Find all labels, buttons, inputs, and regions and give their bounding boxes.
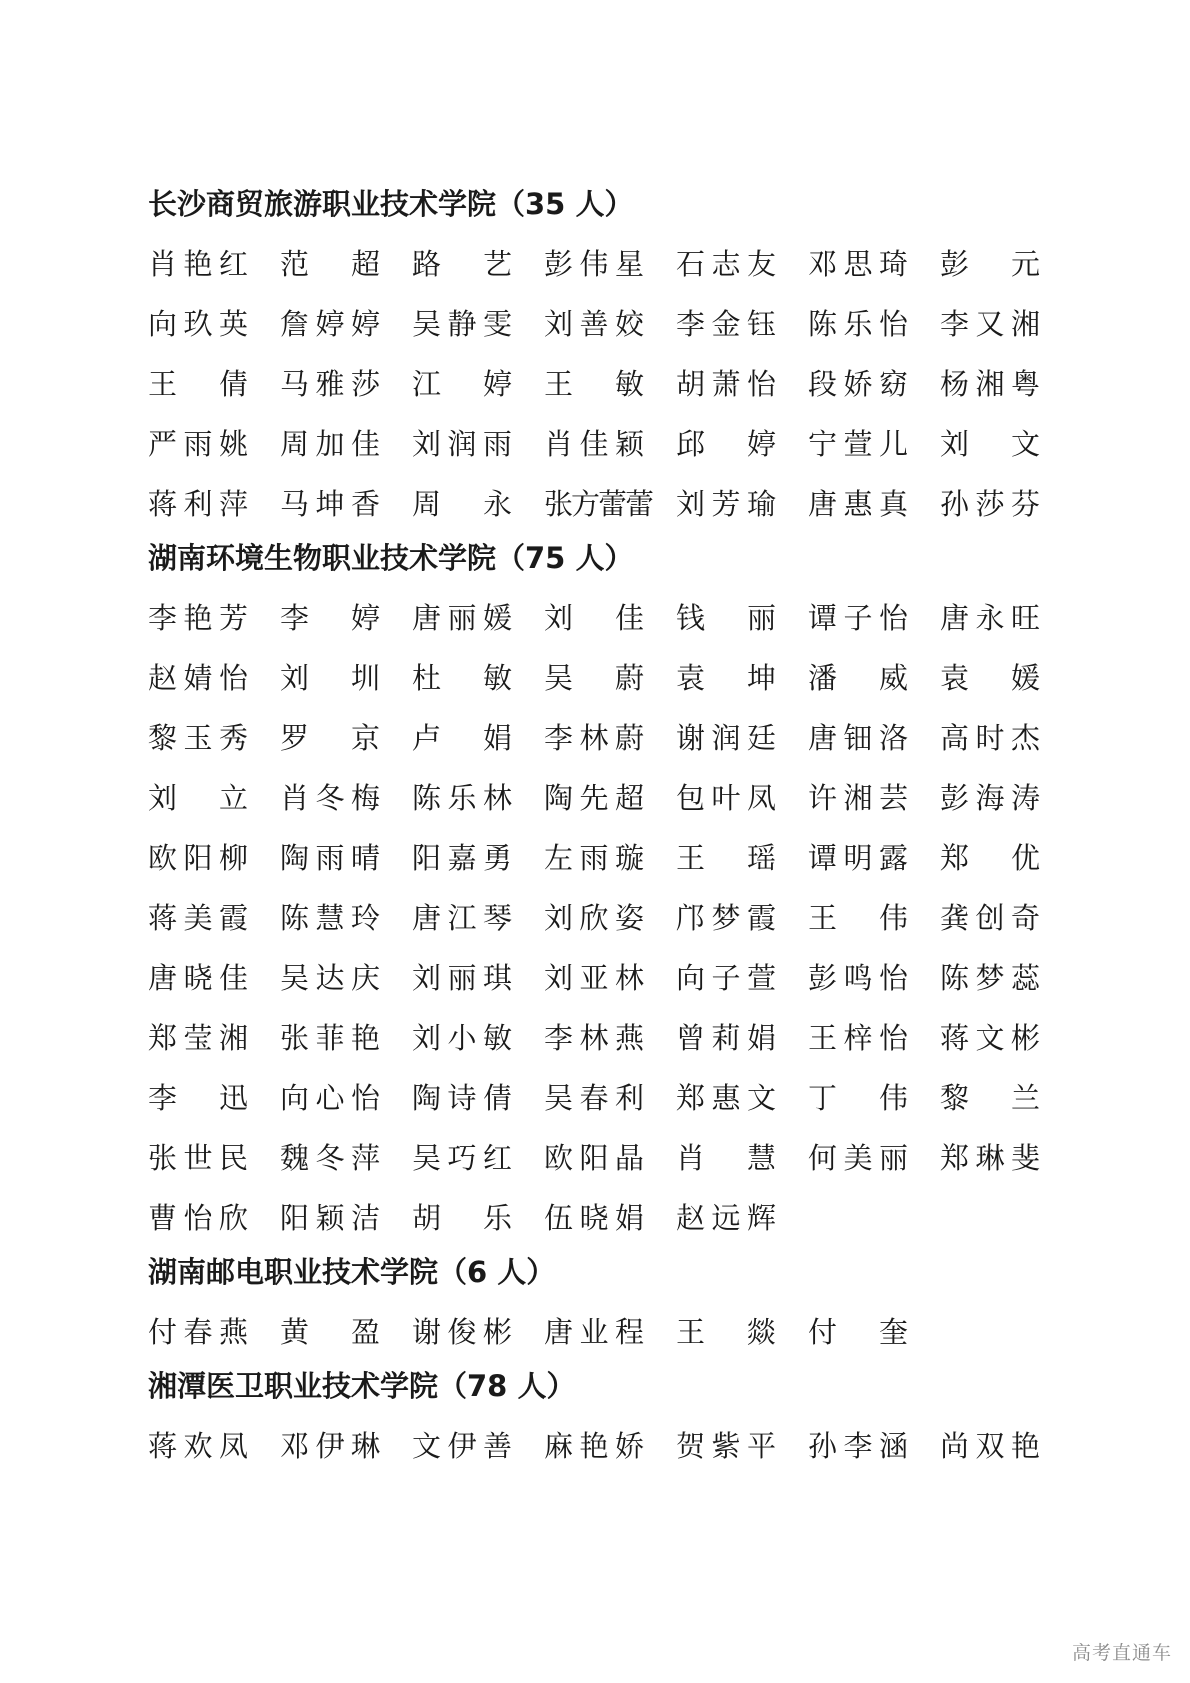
student-name	[412, 768, 544, 828]
student-name-text: 杨 湘 粤	[940, 367, 1040, 401]
student-name	[544, 828, 676, 888]
student-name	[280, 1068, 412, 1128]
student-name	[676, 1302, 808, 1362]
student-name-text: 刘 文	[940, 427, 1040, 461]
student-name	[148, 1008, 280, 1068]
student-name-text: 孙 莎 芬	[940, 487, 1040, 521]
student-name	[940, 234, 1072, 294]
student-name-text: 陈 梦 蕊	[940, 961, 1040, 995]
college-section	[148, 1366, 1048, 1476]
student-name	[808, 888, 940, 948]
student-name	[940, 474, 1072, 534]
student-name	[544, 1128, 676, 1188]
college-title: 长沙商贸旅游职业技术学院（35 人）	[148, 187, 634, 221]
student-name	[280, 1188, 412, 1248]
student-name-text: 王 伟	[808, 901, 908, 935]
student-name	[940, 1416, 1072, 1476]
student-name	[676, 474, 808, 534]
student-name	[940, 648, 1072, 708]
student-name	[544, 948, 676, 1008]
student-name	[808, 1128, 940, 1188]
name-row	[148, 708, 1048, 768]
student-name-text: 石 志 友	[676, 247, 776, 281]
student-name	[148, 354, 280, 414]
student-name-text: 路 艺	[412, 247, 512, 281]
student-name-text: 付 奎	[808, 1315, 908, 1349]
student-name-text: 付 春 燕	[148, 1315, 248, 1349]
student-name	[280, 588, 412, 648]
student-name	[676, 1068, 808, 1128]
student-name-text: 段 娇 窈	[808, 367, 908, 401]
student-name	[808, 474, 940, 534]
student-name-text: 刘 欣 姿	[544, 901, 644, 935]
student-name	[544, 588, 676, 648]
student-name	[940, 768, 1072, 828]
student-name-text: 吴 春 利	[544, 1081, 644, 1115]
student-name	[148, 414, 280, 474]
document-body	[148, 180, 1048, 1476]
student-name-text: 文 伊 善	[412, 1429, 512, 1463]
name-row	[148, 588, 1048, 648]
student-name-text: 彭 伟 星	[544, 247, 644, 281]
student-name-text: 袁 媛	[940, 661, 1040, 695]
student-name	[544, 354, 676, 414]
student-name	[808, 414, 940, 474]
student-name-text: 刘 润 雨	[412, 427, 512, 461]
student-name-text: 邓 伊 琳	[280, 1429, 380, 1463]
student-name	[280, 708, 412, 768]
student-name-text: 唐 惠 真	[808, 487, 908, 521]
student-name	[280, 234, 412, 294]
student-name	[808, 234, 940, 294]
student-name	[676, 1416, 808, 1476]
student-name-text: 邓 思 琦	[808, 247, 908, 281]
student-name-text: 黎 玉 秀	[148, 721, 248, 755]
student-name	[412, 1416, 544, 1476]
student-name-text: 宁 萱 儿	[808, 427, 908, 461]
student-name	[808, 768, 940, 828]
student-name	[148, 948, 280, 1008]
student-name-text: 许 湘 芸	[808, 781, 908, 815]
student-name	[676, 588, 808, 648]
student-name	[280, 474, 412, 534]
student-name	[412, 588, 544, 648]
student-name-text: 刘 芳 瑜	[676, 487, 776, 521]
student-name	[148, 1416, 280, 1476]
student-name	[544, 294, 676, 354]
college-section	[148, 1252, 1048, 1362]
student-name	[808, 294, 940, 354]
name-row	[148, 888, 1048, 948]
student-name-text: 何 美 丽	[808, 1141, 908, 1175]
student-name-text: 曾 莉 娟	[676, 1021, 776, 1055]
student-name-text: 彭 元	[940, 247, 1040, 281]
student-name	[940, 414, 1072, 474]
student-name-text: 赵 婧 怡	[148, 661, 248, 695]
student-name	[280, 354, 412, 414]
student-name-text: 麻 艳 娇	[544, 1429, 644, 1463]
student-name	[808, 1302, 940, 1362]
student-name	[148, 768, 280, 828]
student-name-text: 贺 紫 平	[676, 1429, 776, 1463]
student-name	[544, 1008, 676, 1068]
student-name	[148, 648, 280, 708]
student-name	[280, 1008, 412, 1068]
student-name	[280, 888, 412, 948]
student-name-text: 彭 海 涛	[940, 781, 1040, 815]
student-name-text: 阳 嘉 勇	[412, 841, 512, 875]
student-name-text: 唐 钿 洛	[808, 721, 908, 755]
name-row	[148, 828, 1048, 888]
student-name	[676, 828, 808, 888]
student-name-text: 蒋 文 彬	[940, 1021, 1040, 1055]
student-name-text: 李 又 湘	[940, 307, 1040, 341]
student-name	[544, 708, 676, 768]
student-name	[676, 888, 808, 948]
student-name-text: 曹 怡 欣	[148, 1201, 248, 1235]
student-name	[148, 234, 280, 294]
student-name-text: 陶 先 超	[544, 781, 644, 815]
student-name-text: 左 雨 璇	[544, 841, 644, 875]
student-name	[412, 414, 544, 474]
student-name	[280, 1416, 412, 1476]
student-name	[280, 768, 412, 828]
student-name-text: 李 迅	[148, 1081, 248, 1115]
student-name	[148, 1188, 280, 1248]
student-name-text: 邝 梦 霞	[676, 901, 776, 935]
student-name-text: 彭 鸣 怡	[808, 961, 908, 995]
student-name-text: 王 瑶	[676, 841, 776, 875]
student-name-text: 伍 晓 娟	[544, 1201, 644, 1235]
student-name	[148, 1068, 280, 1128]
student-name-text: 袁 坤	[676, 661, 776, 695]
student-name-text: 龚 创 奇	[940, 901, 1040, 935]
student-name-text: 刘 佳	[544, 601, 644, 635]
student-name-text: 张 菲 艳	[280, 1021, 380, 1055]
name-row	[148, 1068, 1048, 1128]
student-name-text: 吴 巧 红	[412, 1141, 512, 1175]
student-name-text: 肖 艳 红	[148, 247, 248, 281]
student-name-text: 吴 蔚	[544, 661, 644, 695]
student-name	[940, 888, 1072, 948]
student-name	[940, 948, 1072, 1008]
student-name	[808, 588, 940, 648]
student-name-text: 向 子 萱	[676, 961, 776, 995]
student-name-text: 马 坤 香	[280, 487, 380, 521]
student-name	[280, 294, 412, 354]
name-row	[148, 1188, 1048, 1248]
student-name-text: 陈 乐 怡	[808, 307, 908, 341]
student-name	[412, 1302, 544, 1362]
student-name	[412, 354, 544, 414]
student-name	[412, 474, 544, 534]
student-name	[940, 354, 1072, 414]
student-name	[676, 294, 808, 354]
student-name-text: 邱 婷	[676, 427, 776, 461]
student-name	[808, 708, 940, 768]
name-row	[148, 768, 1048, 828]
student-name-text: 黎 兰	[940, 1081, 1040, 1115]
student-name	[544, 414, 676, 474]
student-name-text: 向 玖 英	[148, 307, 248, 341]
student-name-text: 谭 子 怡	[808, 601, 908, 635]
student-name-text: 严 雨 姚	[148, 427, 248, 461]
student-name	[412, 1128, 544, 1188]
student-name	[544, 1068, 676, 1128]
student-name	[148, 708, 280, 768]
student-name-text: 唐 永 旺	[940, 601, 1040, 635]
student-name-text: 阳 颖 洁	[280, 1201, 380, 1235]
college-section	[148, 538, 1048, 1248]
student-name	[940, 588, 1072, 648]
name-row	[148, 414, 1048, 474]
college-section	[148, 184, 1048, 534]
student-name-text: 刘 圳	[280, 661, 380, 695]
student-name-text: 陶 诗 倩	[412, 1081, 512, 1115]
student-name-text: 李 林 燕	[544, 1021, 644, 1055]
name-row	[148, 1416, 1048, 1476]
student-name	[280, 1302, 412, 1362]
student-name	[544, 768, 676, 828]
student-name	[148, 474, 280, 534]
student-name	[676, 948, 808, 1008]
student-name-text: 李 金 钰	[676, 307, 776, 341]
student-name	[148, 294, 280, 354]
student-name	[148, 828, 280, 888]
student-name-text: 黄 盈	[280, 1315, 380, 1349]
student-name-text: 杜 敏	[412, 661, 512, 695]
student-name	[412, 648, 544, 708]
student-name-text: 李 婷	[280, 601, 380, 635]
student-name-text: 陈 慧 玲	[280, 901, 380, 935]
name-row	[148, 354, 1048, 414]
student-name	[280, 948, 412, 1008]
student-name-text: 高 时 杰	[940, 721, 1040, 755]
student-name-text: 范 超	[280, 247, 380, 281]
student-name	[544, 1302, 676, 1362]
name-row	[148, 948, 1048, 1008]
student-name-text: 张 世 民	[148, 1141, 248, 1175]
student-name-text: 陶 雨 晴	[280, 841, 380, 875]
student-name	[808, 1008, 940, 1068]
student-name	[544, 1188, 676, 1248]
watermark: 高考直通车	[1071, 1642, 1172, 1664]
student-name-text: 钱 丽	[676, 601, 776, 635]
student-name	[940, 1008, 1072, 1068]
student-name-text: 刘 立	[148, 781, 248, 815]
student-name	[412, 1188, 544, 1248]
college-title: 湖南环境生物职业技术学院（75 人）	[148, 541, 634, 575]
student-name	[148, 1128, 280, 1188]
name-row	[148, 1128, 1048, 1188]
student-name	[808, 948, 940, 1008]
student-name-text: 王 燚	[676, 1315, 776, 1349]
student-name	[280, 648, 412, 708]
student-name-text: 谢 润 廷	[676, 721, 776, 755]
student-name-text: 蒋 利 萍	[148, 487, 248, 521]
name-row	[148, 648, 1048, 708]
student-name-text: 肖 慧	[676, 1141, 776, 1175]
student-name-text: 郑 优	[940, 841, 1040, 875]
student-name	[808, 648, 940, 708]
student-name-text: 尚 双 艳	[940, 1429, 1040, 1463]
student-name	[940, 828, 1072, 888]
student-name	[808, 828, 940, 888]
student-name	[544, 474, 676, 534]
student-name	[808, 1068, 940, 1128]
student-name-text: 魏 冬 萍	[280, 1141, 380, 1175]
student-name-text: 肖 佳 颖	[544, 427, 644, 461]
student-name	[676, 1128, 808, 1188]
student-name-text: 吴 达 庆	[280, 961, 380, 995]
student-name-text: 唐 丽 媛	[412, 601, 512, 635]
name-row	[148, 294, 1048, 354]
student-name	[676, 1008, 808, 1068]
student-name	[676, 354, 808, 414]
student-name	[676, 708, 808, 768]
student-name-text: 向 心 怡	[280, 1081, 380, 1115]
student-name-text: 欧 阳 晶	[544, 1141, 644, 1175]
student-name-text: 刘 亚 林	[544, 961, 644, 995]
student-name-text: 胡 乐	[412, 1201, 512, 1235]
college-title: 湖南邮电职业技术学院（6 人）	[148, 1255, 556, 1289]
student-name-text: 马 雅 莎	[280, 367, 380, 401]
student-name-text: 谭 明 露	[808, 841, 908, 875]
student-name-text: 孙 李 涵	[808, 1429, 908, 1463]
student-name	[412, 888, 544, 948]
student-name	[544, 1416, 676, 1476]
student-name	[412, 708, 544, 768]
student-name-text: 欧 阳 柳	[148, 841, 248, 875]
student-name	[412, 1068, 544, 1128]
student-name	[148, 588, 280, 648]
student-name-text: 郑 琳 斐	[940, 1141, 1040, 1175]
student-name	[940, 708, 1072, 768]
student-name	[808, 1416, 940, 1476]
student-name-text: 唐 业 程	[544, 1315, 644, 1349]
student-name-text: 张 方 蕾 蕾	[544, 487, 653, 521]
student-name	[148, 1302, 280, 1362]
student-name	[940, 1128, 1072, 1188]
student-name	[676, 234, 808, 294]
student-name	[544, 888, 676, 948]
student-name-text: 丁 伟	[808, 1081, 908, 1115]
student-name	[280, 414, 412, 474]
student-name	[808, 354, 940, 414]
student-name-text: 蒋 欢 凤	[148, 1429, 248, 1463]
student-name-text: 卢 娟	[412, 721, 512, 755]
name-row	[148, 1008, 1048, 1068]
student-name-text: 周 永	[412, 487, 512, 521]
student-name	[412, 294, 544, 354]
student-name-text: 刘 善 姣	[544, 307, 644, 341]
student-name-text: 郑 莹 湘	[148, 1021, 248, 1055]
student-name	[544, 234, 676, 294]
student-name	[544, 648, 676, 708]
name-row	[148, 474, 1048, 534]
student-name-text: 谢 俊 彬	[412, 1315, 512, 1349]
student-name	[676, 768, 808, 828]
student-name-text: 江 婷	[412, 367, 512, 401]
student-name-text: 王 倩	[148, 367, 248, 401]
student-name	[676, 648, 808, 708]
student-name-text: 肖 冬 梅	[280, 781, 380, 815]
name-row	[148, 1302, 1048, 1362]
student-name-text: 郑 惠 文	[676, 1081, 776, 1115]
student-name-text: 詹 婷 婷	[280, 307, 380, 341]
student-name-text: 周 加 佳	[280, 427, 380, 461]
student-name-text: 蒋 美 霞	[148, 901, 248, 935]
student-name	[412, 234, 544, 294]
student-name	[412, 1008, 544, 1068]
student-name	[940, 1068, 1072, 1128]
student-name-text: 王 梓 怡	[808, 1021, 908, 1055]
student-name-text: 李 林 蔚	[544, 721, 644, 755]
student-name	[940, 294, 1072, 354]
student-name	[280, 828, 412, 888]
student-name-text: 陈 乐 林	[412, 781, 512, 815]
student-name-text: 刘 丽 琪	[412, 961, 512, 995]
student-name-text: 唐 晓 佳	[148, 961, 248, 995]
student-name-text: 潘 威	[808, 661, 908, 695]
student-name-text: 吴 静 雯	[412, 307, 512, 341]
student-name	[412, 948, 544, 1008]
student-name-text: 王 敏	[544, 367, 644, 401]
student-name	[280, 1128, 412, 1188]
student-name	[676, 1188, 808, 1248]
name-row	[148, 234, 1048, 294]
student-name	[412, 828, 544, 888]
student-name-text: 赵 远 辉	[676, 1201, 776, 1235]
student-name	[676, 414, 808, 474]
student-name-text: 罗 京	[280, 721, 380, 755]
student-name-text: 刘 小 敏	[412, 1021, 512, 1055]
student-name-text: 李 艳 芳	[148, 601, 248, 635]
college-title: 湘潭医卫职业技术学院（78 人）	[148, 1369, 576, 1403]
student-name-text: 包 叶 凤	[676, 781, 776, 815]
student-name-text: 胡 萧 怡	[676, 367, 776, 401]
student-name	[148, 888, 280, 948]
student-name-text: 唐 江 琴	[412, 901, 512, 935]
